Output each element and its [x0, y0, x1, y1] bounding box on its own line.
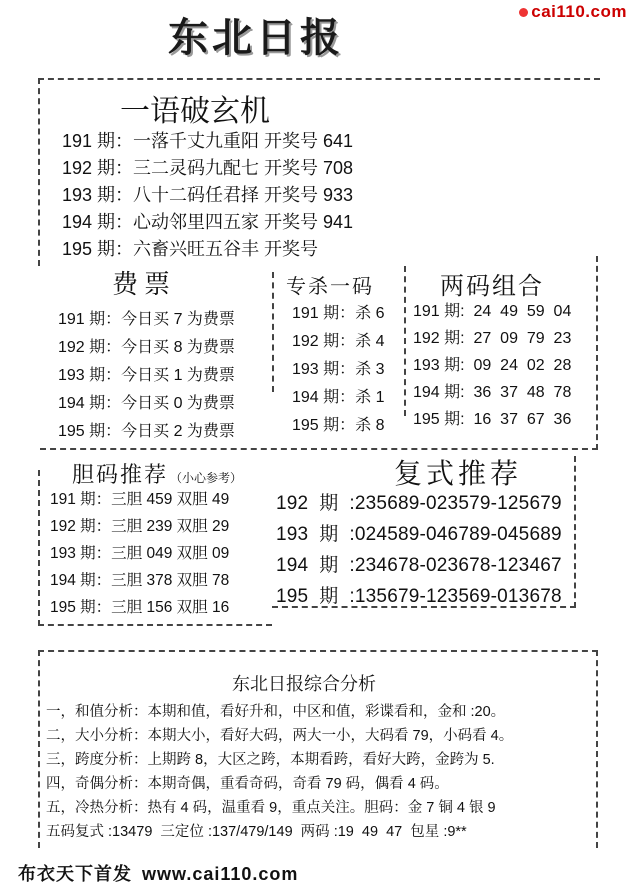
list-item: 195 期：六畜兴旺五谷丰 开奖号: [62, 239, 319, 259]
brand-text: cai110.com: [531, 2, 627, 21]
yiyu-list: [62, 127, 353, 262]
feipiao-list: [58, 306, 235, 446]
list-item: 三，跨度分析：上期跨 8，大区之跨，本期看跨，看好大跨，金跨为 5.: [46, 752, 495, 768]
list-item: 191 期：今日买 7 为费票: [58, 311, 235, 328]
list-item: 191 期：三胆 459 双胆 49: [50, 491, 230, 508]
list-item: 192 期：今日买 8 为费票: [58, 339, 235, 356]
danma-title-text: 胆码推荐: [72, 463, 169, 488]
page-title: 东北日报: [168, 14, 344, 61]
list-item: 一，和值分析：本期和值，看好升和，中区和值，彩谍看和，金和 :20。: [46, 704, 506, 720]
footer: [18, 860, 298, 886]
list-item: 195 期: 16 37 67 36: [413, 411, 572, 428]
list-item: 195 期：杀 8: [292, 417, 385, 434]
list-item: 192 期: 27 09 79 23: [413, 330, 572, 347]
list-item: 195 期：三胆 156 双胆 16: [50, 599, 230, 616]
list-item: 192 期：三二灵码九配七 开奖号 708: [62, 158, 354, 178]
divider: [404, 266, 406, 416]
list-item: 193 期 :024589-046789-045689: [276, 524, 562, 545]
list-item: 195 期 :135679-123569-013678: [276, 586, 562, 607]
yiyu-title: 一语破玄机: [120, 94, 270, 129]
list-item: 191 期：一落千丈九重阳 开奖号 641: [62, 131, 354, 151]
footer-url[interactable]: www.cai110.com: [142, 864, 299, 884]
divider: [272, 272, 274, 392]
danma-title: [72, 458, 242, 489]
list-item: 五码复式 :13479 三定位 :137/479/149 两码 :19 49 47 包星 :9**: [46, 824, 467, 840]
list-item: 194 期：心动邻里四五家 开奖号 941: [62, 212, 354, 232]
danma-list: [50, 487, 229, 622]
list-item: 195 期：今日买 2 为费票: [58, 423, 235, 440]
brand-logo[interactable]: [519, 2, 627, 22]
list-item: 194 期 :234678-023678-123467: [276, 555, 562, 576]
list-item: 193 期: 09 24 02 28: [413, 357, 572, 374]
fushi-title: 复式推荐: [394, 457, 523, 490]
feipiao-title: 费票: [112, 270, 177, 300]
list-item: 194 期：今日买 0 为费票: [58, 395, 235, 412]
list-item: 191 期：杀 6: [292, 305, 385, 322]
analysis-title: 东北日报综合分析: [232, 674, 376, 695]
list-item: 192 期：三胆 239 双胆 29: [50, 518, 230, 535]
analysis-list: [46, 700, 513, 844]
brand-dot-icon: [519, 8, 528, 17]
list-item: 二，大小分析：本期大小，看好大码，两大一小，大码看 79，小码看 4。: [46, 728, 514, 744]
list-item: 192 期：杀 4: [292, 333, 385, 350]
liangma-title: 两码组合: [440, 272, 544, 300]
list-item: 四，奇偶分析：本期奇偶，重看奇码，奇看 79 码，偶看 4 码。: [46, 776, 449, 792]
fushi-list: [276, 488, 562, 612]
danma-note: （小心参考）: [170, 471, 243, 485]
list-item: 192 期 :235689-023579-125679: [276, 493, 562, 514]
list-item: 191 期: 24 49 59 04: [413, 303, 572, 320]
liangma-list: [413, 298, 571, 433]
list-item: 193 期：杀 3: [292, 361, 385, 378]
list-item: 194 期：三胆 378 双胆 78: [50, 572, 230, 589]
list-item: 193 期：三胆 049 双胆 09: [50, 545, 230, 562]
zhuansha-title: 专杀一码: [286, 274, 374, 298]
list-item: 五，冷热分析：热有 4 码，温重看 9，重点关注。胆码：金 7 铜 4 银 9: [46, 800, 496, 816]
list-item: 194 期: 36 37 48 78: [413, 384, 572, 401]
footer-text: 布衣天下首发: [18, 864, 132, 884]
zhuansha-list: [292, 300, 385, 440]
list-item: 193 期：八十二码任君择 开奖号 933: [62, 185, 354, 205]
list-item: 194 期：杀 1: [292, 389, 385, 406]
list-item: 193 期：今日买 1 为费票: [58, 367, 235, 384]
